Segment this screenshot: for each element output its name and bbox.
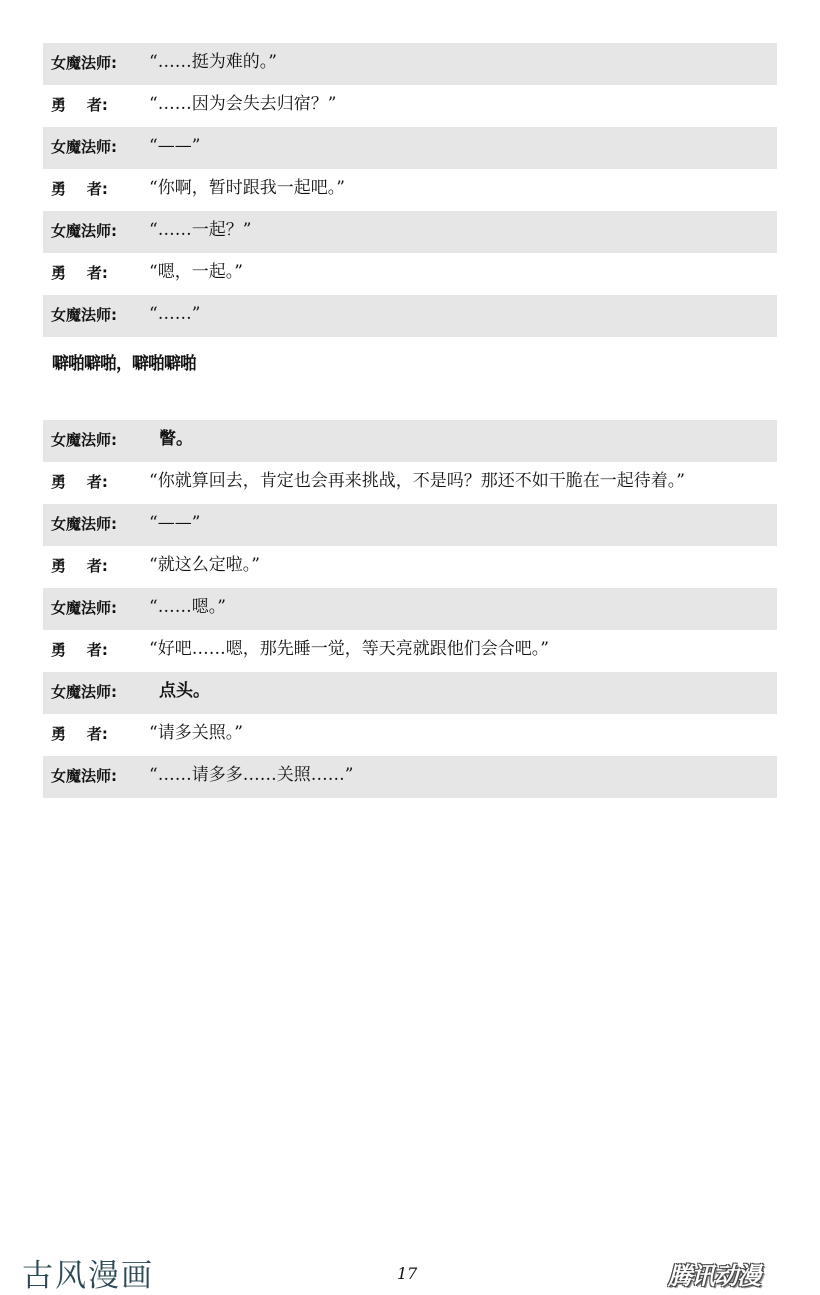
dialogue-row [43, 295, 777, 337]
dialogue-row [43, 127, 777, 169]
dialogue-section-1 [43, 43, 777, 337]
speech-text: “——” [149, 513, 201, 533]
speaker-label: 女魔法师: [51, 306, 117, 324]
speaker-label: 女魔法师: [51, 431, 117, 449]
dialogue-row [43, 43, 777, 85]
speech-text: “……一起？” [149, 220, 252, 240]
dialogue-row [43, 169, 777, 211]
speaker-label: 勇 者: [51, 725, 108, 743]
speaker-label: 勇 者: [51, 264, 108, 282]
speaker-label: 女魔法师: [51, 138, 117, 156]
speaker-label: 女魔法师: [51, 515, 117, 533]
dialogue-row [43, 462, 777, 504]
tencent-comics-logo: 腾讯动漫 [668, 1262, 760, 1290]
dialogue-row [43, 546, 777, 588]
dialogue-row [43, 504, 777, 546]
dialogue-row [43, 253, 777, 295]
speech-text: “就这么定啦。” [149, 555, 260, 575]
speech-text: “好吧……嗯，那先睡一觉，等天亮就跟他们会合吧。” [149, 639, 549, 659]
speech-text: “……嗯。” [149, 597, 226, 617]
dialogue-row [43, 756, 777, 798]
dialogue-row [43, 85, 777, 127]
speaker-label: 女魔法师: [51, 683, 117, 701]
speaker-label: 勇 者: [51, 96, 108, 114]
speaker-label: 女魔法师: [51, 767, 117, 785]
action-text: 点头。 [159, 681, 210, 701]
speaker-label: 勇 者: [51, 473, 108, 491]
speech-text: “嗯，一起。” [149, 262, 243, 282]
gufeng-manhua-logo: 古风漫画 [22, 1258, 154, 1294]
dialogue-row [43, 714, 777, 756]
speech-text: “你就算回去，肯定也会再来挑战，不是吗？那还不如干脆在一起待着。” [149, 471, 685, 491]
speech-text: “……因为会失去归宿？” [149, 94, 337, 114]
dialogue-row [43, 630, 777, 672]
speech-text: “……” [149, 304, 201, 324]
speaker-label: 女魔法师: [51, 222, 117, 240]
speech-text: “你啊，暂时跟我一起吧。” [149, 178, 345, 198]
dialogue-section-2 [43, 420, 777, 798]
sound-effect: 噼啪噼啪，噼啪噼啪 [52, 354, 196, 374]
dialogue-row [43, 672, 777, 714]
speaker-label: 勇 者: [51, 557, 108, 575]
speaker-label: 勇 者: [51, 641, 108, 659]
page-number: 17 [397, 1264, 418, 1283]
speech-text: “——” [149, 136, 201, 156]
dialogue-row [43, 420, 777, 462]
dialogue-row [43, 211, 777, 253]
speech-text: “……挺为难的。” [149, 52, 277, 72]
speech-text: “请多关照。” [149, 723, 243, 743]
speech-text: “……请多多……关照……” [149, 765, 354, 785]
action-text: 瞥。 [159, 429, 193, 449]
dialogue-row [43, 588, 777, 630]
speaker-label: 勇 者: [51, 180, 108, 198]
speaker-label: 女魔法师: [51, 599, 117, 617]
speaker-label: 女魔法师: [51, 54, 117, 72]
